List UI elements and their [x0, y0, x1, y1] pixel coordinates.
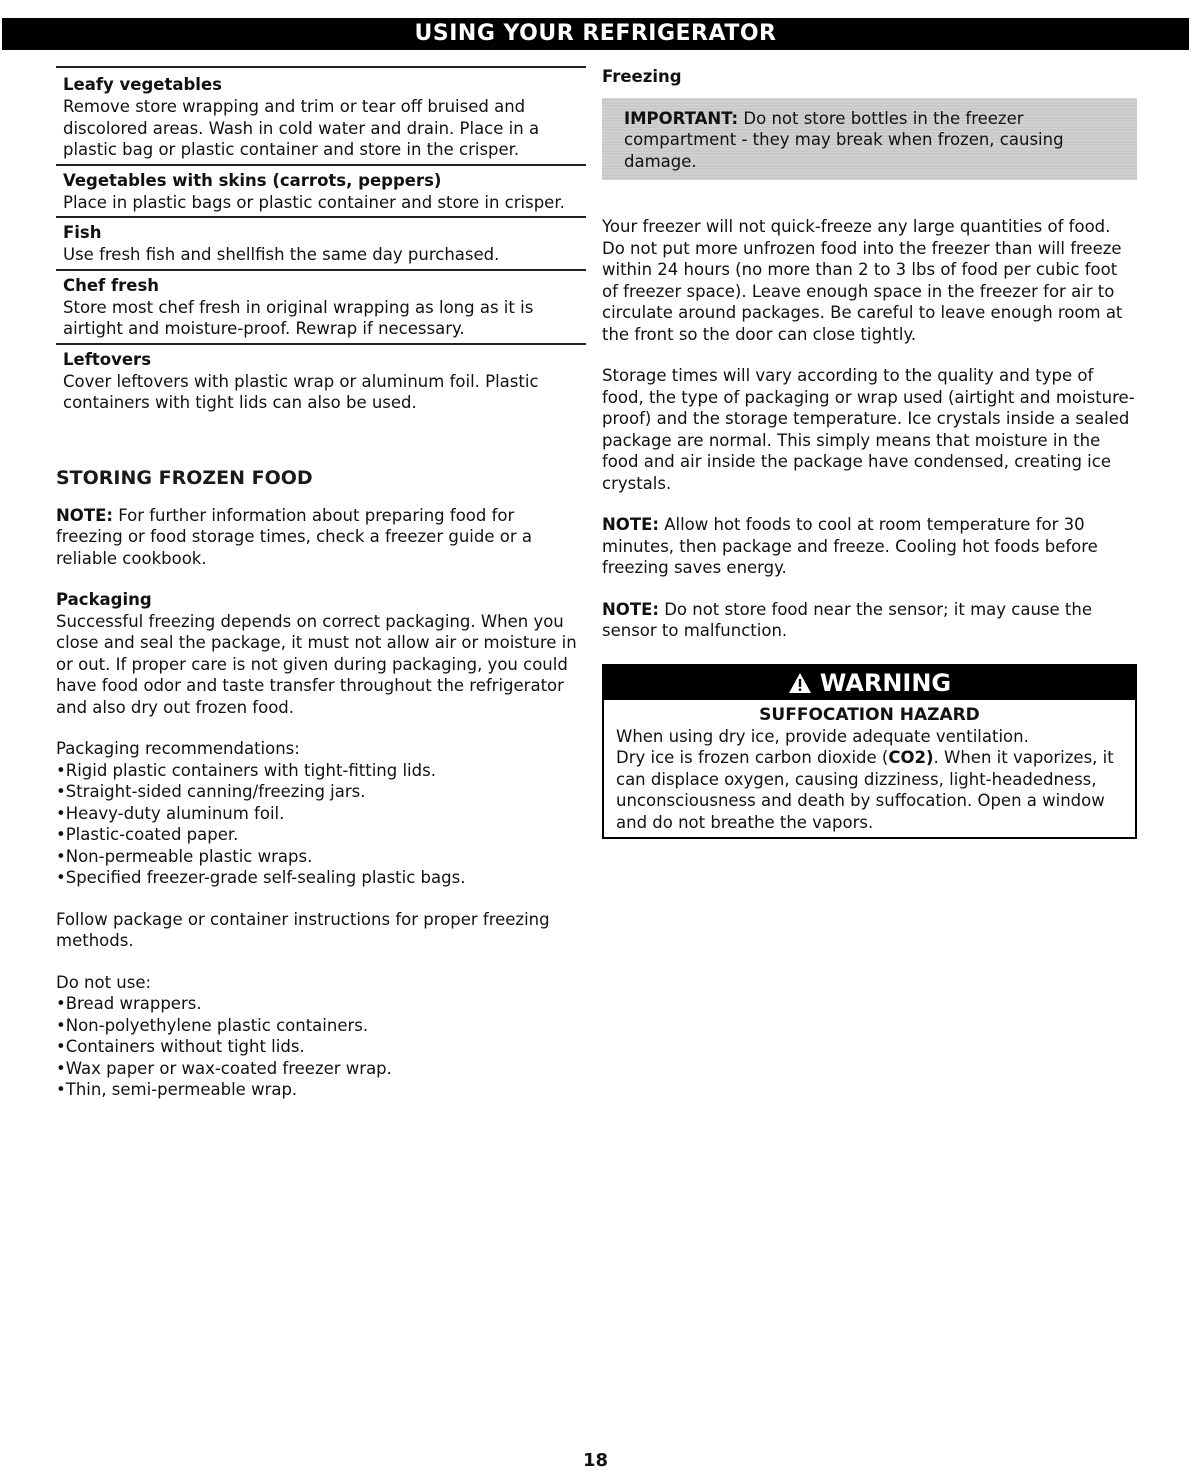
table-row [56, 66, 586, 166]
right-column [602, 66, 1137, 839]
row-text: Cover leftovers with plastic wrap or aluminum foil. Plastic containers with tight lids can also be used. [63, 371, 539, 412]
hazard-title: SUFFOCATION HAZARD [759, 704, 980, 725]
list-item: • Straight-sided canning/freezing jars. [56, 781, 586, 803]
row-text: Store most chef fresh in original wrapping as long as it is airtight and moisture-proof. Rewrap if necessary. [63, 297, 534, 338]
note-text: Allow hot foods to cool at room temperature for 30 minutes, then package and freeze. Cooling hot foods before freezing saves energy. [602, 515, 1098, 577]
list-item: • Non-permeable plastic wraps. [56, 846, 586, 868]
list-item: • Rigid plastic containers with tight-fitting lids. [56, 760, 586, 782]
list-item: • Bread wrappers. [56, 993, 586, 1015]
warning-triangle-icon [788, 669, 812, 703]
page-number: 18 [582, 1450, 609, 1471]
warning-paragraph [616, 747, 1123, 833]
important-text: Do not store bottles in the freezer compartment - they may break when frozen, causing damage. [624, 108, 1064, 171]
row-heading: Vegetables with skins (carrots, peppers) [63, 170, 442, 190]
section-title: STORING FROZEN FOOD [56, 466, 313, 489]
note-label: NOTE: [602, 599, 659, 619]
list-item: • Containers without tight lids. [56, 1036, 586, 1058]
row-text: Remove store wrapping and trim or tear off bruised and discolored areas. Wash in cold water and drain. Place in a plastic bag or plastic container and store in the crisper. [63, 97, 540, 159]
note-paragraph [56, 505, 586, 570]
co2-label: CO2) [888, 748, 934, 767]
table-row [56, 271, 586, 345]
list-item: • Thin, semi-permeable wrap. [56, 1079, 586, 1101]
list-item: • Wax paper or wax-coated freezer wrap. [56, 1058, 586, 1080]
list-item: • Plastic-coated paper. [56, 824, 586, 846]
warning-title: WARNING [819, 668, 952, 697]
freezing-heading: Freezing [602, 67, 682, 86]
row-heading: Chef fresh [63, 275, 160, 295]
storage-times-paragraph: Storage times will vary according to the quality and type of food, the type of packaging or wrap used (airtight and moisture-proof) and the storage temperature. Ice crystals inside a sealed package are normal. This simply means that moisture in the food and air inside the package have condensed, creating ice crystals. [602, 366, 1135, 493]
table-row [56, 345, 586, 417]
packaging-text: Successful freezing depends on correct packaging. When you close and seal the package, it must not allow air or moisture in or out. If proper care is not given during packaging, you could have food odor and taste transfer throughout the refrigerator and also dry out frozen food. [56, 611, 577, 717]
row-heading: Leftovers [63, 349, 152, 369]
warning-body [604, 700, 1135, 838]
table-row [56, 218, 586, 271]
recommendations-intro: Packaging recommendations: [56, 739, 300, 758]
left-column [56, 66, 586, 1101]
page-header: USING YOUR REFRIGERATOR [2, 18, 1189, 50]
list-item: • Specified freezer-grade self-sealing plastic bags. [56, 867, 586, 889]
row-heading: Leafy vegetables [63, 75, 222, 94]
packaging-heading: Packaging [56, 590, 152, 609]
note-text: For further information about preparing food for freezing or food storage times, check a freezer guide or a reliable cookbook. [56, 505, 532, 568]
important-label: IMPORTANT: [624, 108, 739, 128]
recommendations-list [56, 760, 586, 889]
row-text: Use fresh fish and shellfish the same day purchased. [63, 245, 500, 264]
list-item: • Heavy-duty aluminum foil. [56, 803, 586, 825]
table-row [56, 166, 586, 219]
storage-table [56, 66, 586, 417]
freezer-paragraph: Your freezer will not quick-freeze any large quantities of food. Do not put more unfrozen food into the freezer than will freeze within 24 hours (no more than 2 to 3 lbs of food per cubic foot of freezer space). Leave enough space in the freezer for air to circulate around packages. Be careful to leave enough room at the front so the door can close tightly. [602, 217, 1123, 344]
note-paragraph [602, 514, 1137, 579]
do-not-use-list [56, 993, 586, 1101]
row-heading: Fish [63, 223, 102, 242]
note-label: NOTE: [56, 505, 113, 525]
note-paragraph [602, 599, 1137, 642]
warning-box [602, 664, 1137, 840]
note-text: Do not store food near the sensor; it may cause the sensor to malfunction. [602, 599, 1092, 640]
row-text: Place in plastic bags or plastic container and store in crisper. [63, 192, 565, 212]
note-label: NOTE: [602, 515, 659, 534]
important-notice [602, 98, 1137, 181]
follow-text: Follow package or container instructions for proper freezing methods. [56, 909, 550, 950]
warning-line: When using dry ice, provide adequate ventilation. [616, 726, 1029, 746]
warning-text-start: Dry ice is frozen carbon dioxide ( [616, 748, 889, 767]
list-item: • Non-polyethylene plastic containers. [56, 1015, 586, 1037]
warning-bar [604, 666, 1135, 700]
warning-text-end: . When it vaporizes, it can displace oxygen, causing dizziness, light-headedness, unconsciousness and death by suffocation. Open a window and do not breathe the vapors. [616, 748, 1114, 832]
do-not-use-intro: Do not use: [56, 972, 152, 992]
